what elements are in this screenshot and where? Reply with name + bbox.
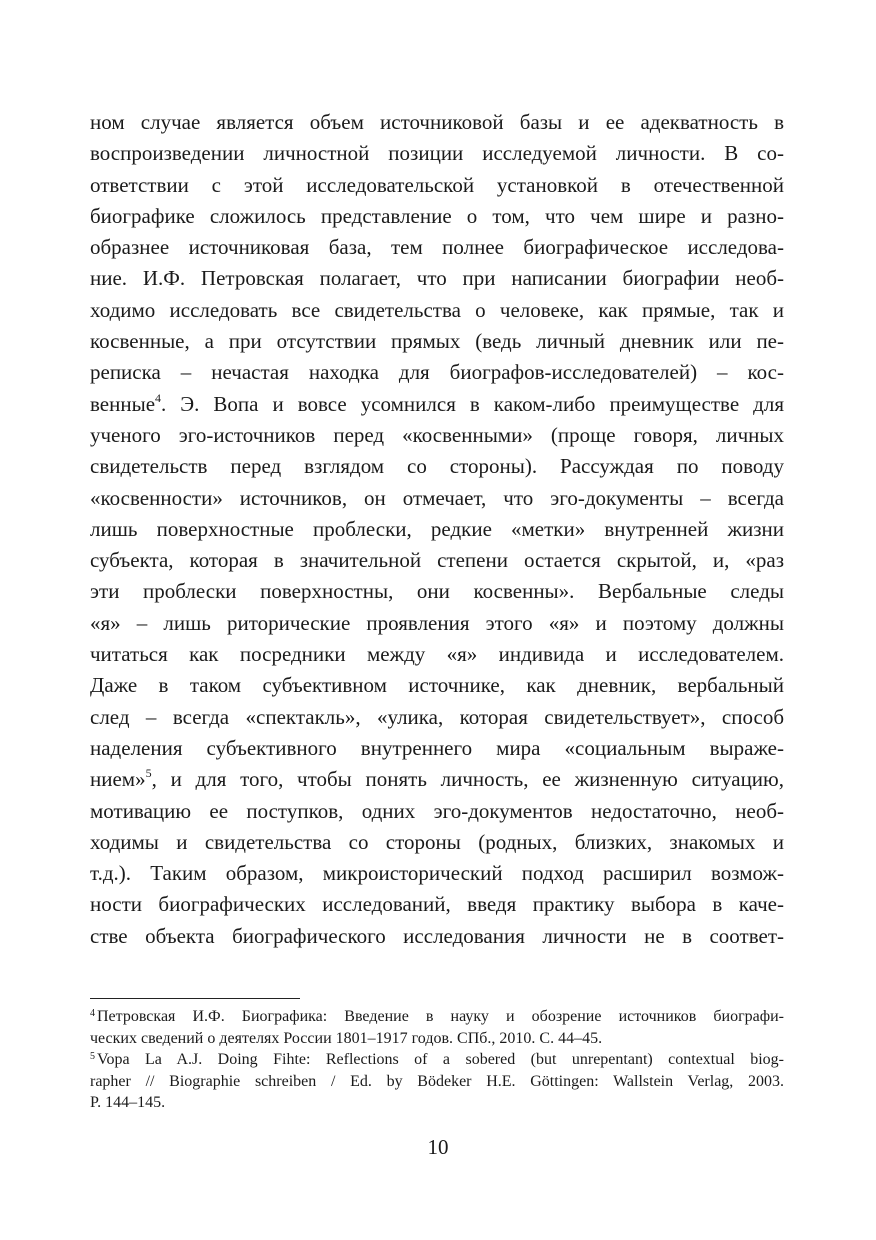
page-number: 10 [427, 1135, 449, 1159]
text-line: читаться как посредники между «я» индивида и исследователем. [90, 642, 784, 667]
text-line: ние. И.Ф. Петровская полагает, что при написании биографии необ- [90, 266, 784, 291]
text-fragment: . Э. Вопа и вовсе усомнился в каком-либо преимуществе для [161, 391, 784, 416]
text-line: косвенные, а при отсутствии прямых (ведь личный дневник или пе- [90, 329, 784, 354]
footnote-line: ческих сведений о деятелях России 1801–1917 годов. СПб., 2010. С. 44–45. [90, 1029, 603, 1047]
footnote-5 [90, 1049, 784, 1114]
text-line: ном случае является объем источниковой базы и ее адекватность в [90, 110, 784, 134]
text-line: наделения субъективного внутреннего мира «социальным выраже- [90, 735, 784, 760]
text-line: след – всегда «спектакль», «улика, которая свидетельствует», способ [90, 704, 784, 729]
text-line: свидетельств перед взглядом со стороны). Рассуждая по поводу [90, 454, 784, 479]
footnote-mark: 5 [90, 1051, 95, 1062]
footnote-4 [90, 1006, 784, 1049]
footnote-line: rapher // Biographie schreiben / Ed. by Bödeker H.E. Göttingen: Wallstein Verlag, 2003. [90, 1072, 784, 1090]
text-line: ходимо исследовать все свидетельства о человеке, как прямые, так и [90, 297, 784, 322]
text-line: реписка – нечастая находка для биографов-исследователей) – кос- [90, 360, 784, 385]
text-line: эти проблески поверхностны, они косвенны». Вербальные следы [90, 579, 784, 604]
footnote-text: Петровская И.Ф. Биографика: Введение в науку и обозрение источников биографи- [97, 1008, 784, 1025]
text-line [90, 764, 784, 795]
text-line: образнее источниковая база, тем полнее биографическое исследова- [90, 235, 784, 260]
text-line: «я» – лишь риторические проявления этого «я» и поэтому должны [90, 610, 784, 635]
text-fragment: нием» [90, 767, 146, 792]
footnote-ref-4[interactable]: 4 [155, 390, 162, 405]
text-line: субъекта, которая в значительной степени остается скрытой, и, «раз [90, 548, 784, 573]
footnote-divider [90, 998, 300, 999]
text-line: ности биографических исследований, введя практику выбора в каче- [90, 892, 784, 917]
footnote-mark: 4 [90, 1008, 95, 1019]
text-line [90, 389, 784, 420]
text-line: ученого эго-источников перед «косвенными» (проще говоря, личных [90, 422, 784, 447]
body-text [90, 107, 784, 952]
footnote-line: P. 144–145. [90, 1094, 166, 1111]
text-line: мотивацию ее поступков, одних эго-документов недостаточно, необ- [90, 798, 784, 823]
footnotes [90, 1006, 784, 1114]
text-fragment: венные [90, 391, 156, 416]
text-line: воспроизведении личностной позиции исследуемой личности. В со- [90, 141, 784, 166]
text-fragment: , и для того, чтобы понять личность, ее жизненную ситуацию, [151, 767, 784, 792]
text-line: ответствии с этой исследовательской установкой в отечественной [90, 172, 784, 197]
text-line: стве объекта биографического исследования личности не в соответ- [90, 923, 784, 948]
footnote-ref-5[interactable]: 5 [145, 766, 152, 781]
footnote-line [90, 1006, 784, 1028]
text-line: лишь поверхностные проблески, редкие «метки» внутренней жизни [90, 516, 784, 541]
text-line: ходимы и свидетельства со стороны (родных, близких, знакомых и [90, 829, 784, 854]
text-line: т.д.). Таким образом, микроисторический подход расширил возмож- [90, 861, 784, 886]
text-line: «косвенности» источников, он отмечает, что эго-документы – всегда [90, 485, 784, 510]
text-line: Даже в таком субъективном источнике, как дневник, вербальный [90, 673, 784, 698]
footnote-text: Vopa La A.J. Doing Fihte: Reflections of a sobered (but unrepentant) contextual biog- [97, 1051, 784, 1068]
footnote-line [90, 1049, 784, 1071]
text-line: биографике сложилось представление о том, что чем шире и разно- [90, 203, 784, 228]
